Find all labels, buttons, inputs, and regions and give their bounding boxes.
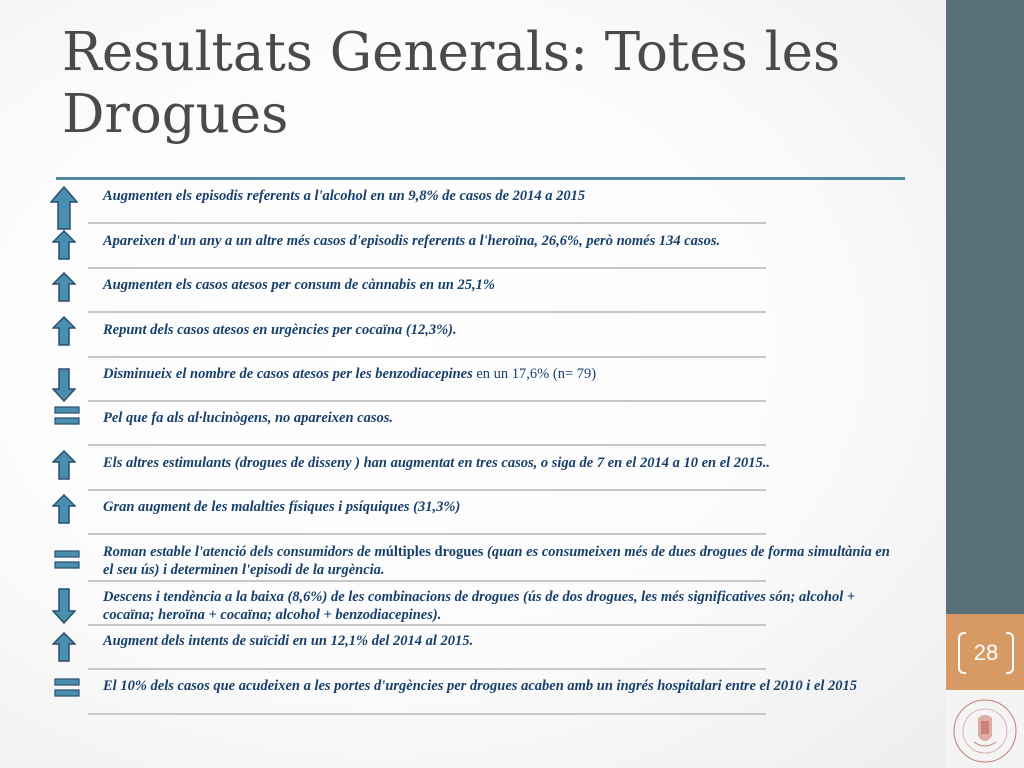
up-arrow-icon xyxy=(50,186,78,230)
list-item-text: Disminueix el nombre de casos atesos per les benzodiacepines xyxy=(103,366,473,382)
list-item: Descens i tendència a la baixa (8,6%) de les combinacions de drogues (ús de dos drogues, les més significatives són; alcohol + cocaïna; heroïna + cocaïna; alcohol + benzodiacepines). xyxy=(103,589,856,623)
list-item: Augmenten els casos atesos per consum de cànnabis en un 25,1% xyxy=(103,277,495,293)
down-arrow-icon xyxy=(52,368,76,402)
row-divider xyxy=(88,356,766,358)
row-divider xyxy=(88,267,766,269)
list-item: Gran augment de les malalties físiques i psíquiques (31,3%) xyxy=(103,499,461,515)
list-item: Repunt dels casos atesos en urgències per cocaïna (12,3%). xyxy=(103,322,457,338)
title-underline xyxy=(56,177,905,180)
row-divider xyxy=(88,580,766,582)
equal-icon xyxy=(54,550,80,570)
up-arrow-icon xyxy=(52,316,76,346)
up-arrow-icon xyxy=(52,494,76,524)
slide-title: Resultats Generals: Totes les Drogues xyxy=(62,22,841,145)
list-item: Apareixen d'un any a un altre més casos d'episodis referents a l'heroïna, 26,6%, però només 134 casos. xyxy=(103,233,721,249)
list-item-text: (quan es consumeixen més de dues drogues de forma simultània en el seu ús) i determinen l'episodi de la urgència. xyxy=(103,544,890,578)
list-item: Els altres estimulants (drogues de disseny ) han augmentat en tres casos, o siga de 7 en el 2014 a 10 en el 2015.. xyxy=(103,455,771,471)
list-item-text-plain: en un 17,6% (n= 79) xyxy=(472,366,597,382)
row-divider xyxy=(88,713,766,715)
list-item: Pel que fa als al·lucinògens, no apareixen casos. xyxy=(103,410,394,426)
row-divider xyxy=(88,489,766,491)
row-divider xyxy=(88,311,766,313)
down-arrow-icon xyxy=(52,588,76,624)
up-arrow-icon xyxy=(52,272,76,302)
row-divider xyxy=(88,668,766,670)
up-arrow-icon xyxy=(52,632,76,662)
row-divider xyxy=(88,624,766,626)
list-item xyxy=(103,365,893,383)
up-arrow-icon xyxy=(52,230,76,260)
row-divider xyxy=(88,400,766,402)
row-divider xyxy=(88,444,766,446)
row-divider xyxy=(88,533,766,535)
equal-icon xyxy=(54,406,80,426)
list-item: El 10% dels casos que acudeixen a les portes d'urgències per drogues acaben amb un ingrés hospitalari entre el 2010 i el 2015 xyxy=(103,678,858,694)
list-item xyxy=(103,543,893,579)
generalitat-seal-icon xyxy=(950,696,1020,766)
row-divider xyxy=(88,222,766,224)
page-number: 28 xyxy=(973,640,999,665)
list-item: Augmenten els episodis referents a l'alcohol en un 9,8% de casos de 2014 a 2015 xyxy=(103,188,586,204)
list-item-text-emphasis: últiples drogues xyxy=(385,544,484,560)
up-arrow-icon xyxy=(52,450,76,480)
list-item: Augment dels intents de suïcidi en un 12,1% del 2014 al 2015. xyxy=(103,633,474,649)
list-item-text: Roman estable l'atenció dels consumidors de m xyxy=(103,544,386,560)
side-bar xyxy=(946,0,1024,614)
equal-icon xyxy=(54,678,80,698)
